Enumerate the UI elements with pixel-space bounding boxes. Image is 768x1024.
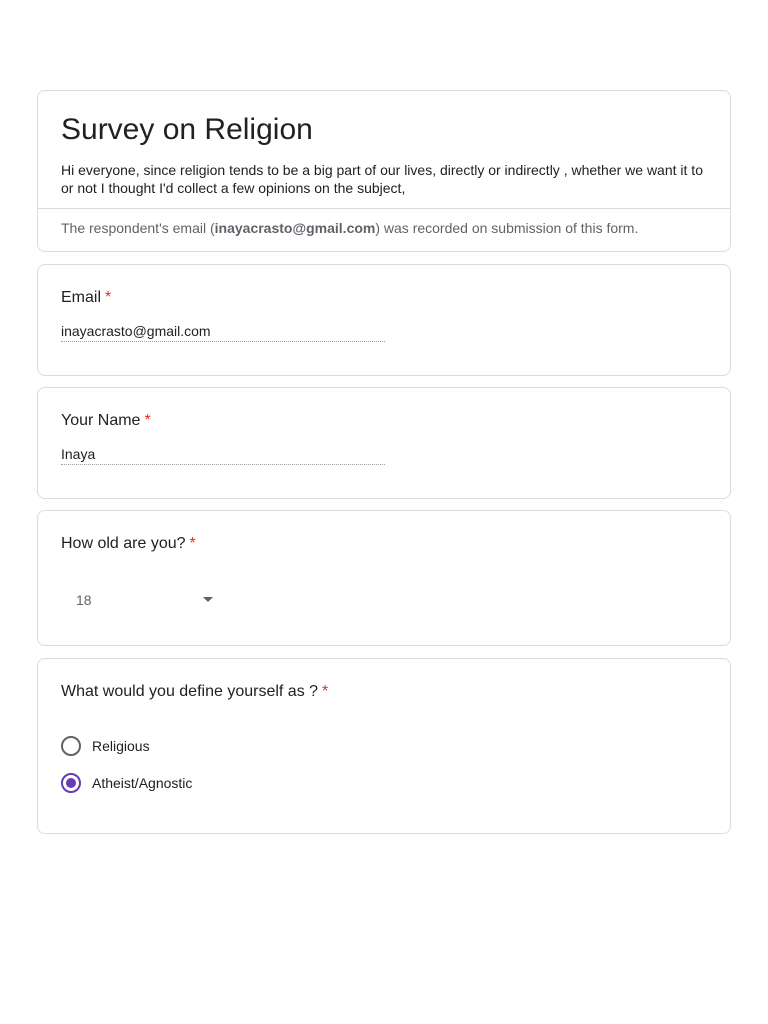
form-header-card — [37, 90, 731, 252]
required-asterisk: * — [322, 683, 329, 700]
email-field[interactable]: inayacrasto@gmail.com — [61, 323, 385, 342]
recorded-email: inayacrasto@gmail.com — [214, 220, 376, 236]
form-title: Survey on Religion — [61, 113, 313, 146]
form-description: Hi everyone, since religion tends to be a big part of our lives, directly or indirectly , whether we want it to or not I thought I'd collect a few opinions on the subject, — [61, 162, 703, 196]
question-define-yourself — [37, 658, 731, 834]
question-title-text: Email — [61, 289, 102, 306]
question-title-text: How old are you? — [61, 535, 186, 552]
question-your-name — [37, 387, 731, 499]
email-recorded-note — [61, 219, 638, 237]
question-age — [37, 510, 731, 646]
required-asterisk: * — [189, 535, 196, 552]
radio-option-label: Religious — [92, 738, 150, 754]
question-email — [37, 264, 731, 376]
radio-button-checked[interactable] — [61, 773, 81, 793]
radio-option-religious[interactable] — [61, 736, 361, 756]
question-title — [61, 411, 151, 431]
name-field[interactable]: Inaya — [61, 446, 385, 465]
question-title-text: Your Name — [61, 412, 141, 429]
recorded-note-prefix: The respondent's email ( — [61, 220, 215, 236]
required-asterisk: * — [144, 412, 151, 429]
radio-option-atheist-agnostic[interactable] — [61, 773, 361, 793]
age-dropdown-value: 18 — [76, 592, 92, 608]
dropdown-arrow-icon — [203, 597, 213, 602]
required-asterisk: * — [105, 289, 112, 306]
question-title — [61, 682, 328, 702]
question-title — [61, 288, 111, 308]
question-title-text: What would you define yourself as ? — [61, 683, 319, 700]
header-divider — [38, 208, 730, 209]
question-title — [61, 534, 196, 554]
radio-option-label: Atheist/Agnostic — [92, 775, 193, 791]
age-dropdown[interactable] — [61, 583, 221, 617]
recorded-note-suffix: ) was recorded on submission of this form. — [375, 220, 639, 236]
radio-button[interactable] — [61, 736, 81, 756]
